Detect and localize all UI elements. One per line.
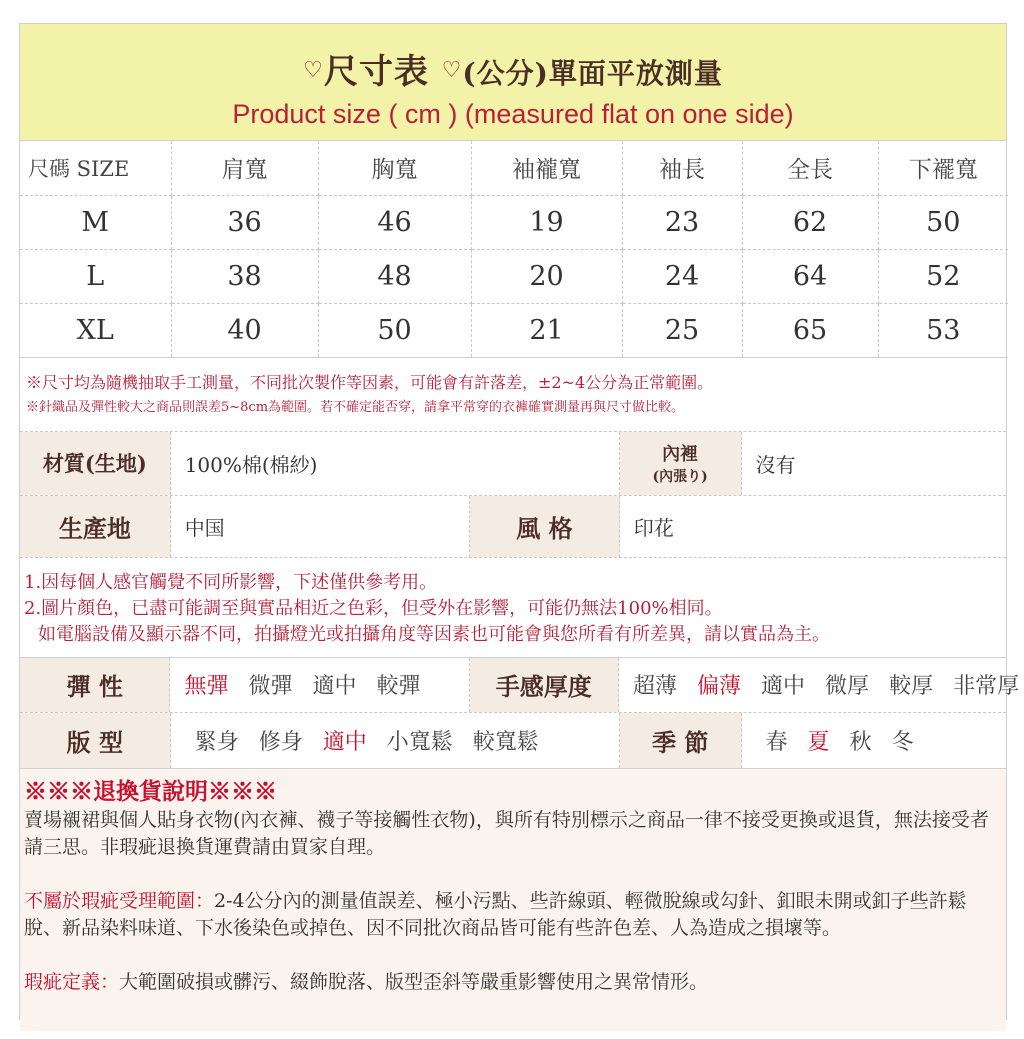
option: 較厚 — [889, 674, 934, 699]
lining-label: 內裡 — [662, 444, 699, 465]
option-selected: 無彈 — [184, 674, 229, 699]
size-chart-sheet — [19, 23, 1020, 1020]
measurement-note-line: ※尺寸均為隨機抽取手工測量，不同批次製作等因素，可能會有許落差，±2~4公分為正常範圍。 — [26, 372, 714, 392]
size-table-header — [20, 141, 1008, 195]
page-subtitle: Product size ( cm ) (measured flat on one side) — [232, 99, 794, 129]
material-label: 材質(生地) — [20, 432, 171, 495]
table-cell: 36 — [171, 195, 318, 249]
option: 較寬鬆 — [472, 729, 539, 755]
option: 超薄 — [633, 674, 678, 699]
option: 微彈 — [248, 674, 293, 699]
table-cell: 53 — [878, 303, 1008, 357]
table-cell: 21 — [471, 303, 622, 357]
option-selected: 偏薄 — [697, 674, 742, 699]
style-value: 印花 — [633, 515, 674, 540]
perception-note — [20, 558, 1006, 658]
column-header: 袖襱寬 — [471, 141, 622, 195]
elasticity-options — [170, 658, 469, 712]
column-header: 下襬寬 — [878, 141, 1008, 195]
style-label: 風 格 — [470, 496, 620, 557]
size-table — [20, 141, 1008, 358]
column-header: 尺碼 SIZE — [20, 141, 171, 195]
table-row — [20, 195, 1008, 249]
size-chart-header — [20, 24, 1006, 141]
heart-icon: ♡ — [441, 58, 463, 83]
column-header: 胸寬 — [318, 141, 471, 195]
table-row — [20, 249, 1008, 303]
lining-value: 沒有 — [755, 452, 796, 477]
fit-row — [20, 713, 1006, 769]
option: 冬 — [891, 729, 914, 755]
table-cell: 48 — [318, 249, 471, 303]
elasticity-label: 彈 性 — [20, 658, 170, 712]
table-cell: 65 — [742, 303, 878, 357]
table-cell: 40 — [171, 303, 318, 357]
option: 緊身 — [194, 729, 239, 755]
lining-sublabel: (內張り) — [652, 469, 708, 485]
option: 非常厚 — [953, 674, 1020, 699]
column-header: 肩寬 — [171, 141, 318, 195]
lining-label-cell — [620, 432, 742, 495]
measurement-note-line: ※針織品及彈性較大之商品則誤差5~8cm為範圍。若不確定能否穿，請拿平常穿的衣褲確實測量再與尺寸做比較。 — [26, 399, 685, 415]
origin-value: 中国 — [171, 496, 470, 557]
option: 微厚 — [825, 674, 870, 699]
defect-label: 瑕疵定義： — [24, 970, 120, 993]
table-cell: 23 — [622, 195, 742, 249]
option: 小寬鬆 — [386, 729, 453, 755]
table-cell: 50 — [878, 195, 1008, 249]
defect-text: 大範圍破損或髒污、綴飾脫落、版型歪斜等嚴重影響使用之異常情形。 — [119, 970, 709, 993]
column-header: 袖長 — [622, 141, 742, 195]
size-label: M — [20, 195, 171, 249]
season-label: 季 節 — [620, 713, 742, 768]
size-label: L — [20, 249, 171, 303]
title-main: 尺寸表 — [323, 52, 429, 92]
elasticity-row — [20, 658, 1020, 713]
table-cell: 62 — [742, 195, 878, 249]
option: 適中 — [761, 674, 806, 699]
table-cell: 20 — [471, 249, 622, 303]
exclusion-text: 2-4公分內的測量值誤差、極小污點、些許線頭、輕微脫線或勾針、釦眼未開或釦子些許鬆脫、新品染料味道、下水後染色或掉色、因不同批次商品皆可能有些許色差、人為造成之損壞等。 — [24, 889, 967, 939]
return-policy-title: ※※※退換貨說明※※※ — [24, 777, 277, 805]
page-title — [20, 44, 1006, 93]
origin-row — [20, 496, 1006, 558]
fit-label: 版 型 — [20, 713, 171, 768]
origin-label: 生產地 — [20, 496, 171, 557]
heart-icon: ♡ — [303, 58, 324, 83]
season-options — [742, 713, 1006, 768]
thickness-options — [619, 658, 1020, 712]
return-policy — [20, 769, 1006, 1031]
column-header: 全長 — [742, 141, 878, 195]
material-value: 100%棉(棉紗) — [171, 432, 620, 495]
perception-note-line: 如電腦設備及顯示器不同，拍攝燈光或拍攝角度等因素也可能會與您所看有所差異，請以實品為主。 — [38, 623, 830, 645]
table-row — [20, 303, 1008, 357]
table-cell: 19 — [471, 195, 622, 249]
table-cell: 38 — [171, 249, 318, 303]
option-selected: 適中 — [322, 729, 367, 755]
defect-paragraph — [24, 969, 1002, 996]
option: 春 — [765, 729, 788, 755]
title-unit: (公分)單面平放測量 — [462, 57, 723, 90]
table-cell: 24 — [622, 249, 742, 303]
option: 修身 — [258, 729, 303, 755]
measurement-note — [20, 358, 1006, 432]
exclusion-label: 不屬於瑕疵受理範圍： — [24, 889, 215, 912]
table-cell: 25 — [622, 303, 742, 357]
table-cell: 52 — [878, 249, 1008, 303]
option: 秋 — [849, 729, 872, 755]
table-cell: 46 — [318, 195, 471, 249]
perception-note-line: 1.因每個人感官觸覺不同所影響，下述僅供參考用。 — [24, 571, 438, 593]
option-selected: 夏 — [807, 729, 830, 755]
thickness-label: 手感厚度 — [470, 658, 619, 712]
material-row — [20, 432, 1006, 496]
option: 適中 — [312, 674, 357, 699]
perception-note-line: 2.圖片顏色，已盡可能調至與實品相近之色彩，但受外在影響，可能仍無法100%相同。 — [24, 597, 723, 619]
size-label: XL — [20, 303, 171, 357]
table-cell: 64 — [742, 249, 878, 303]
exclusion-paragraph — [24, 888, 1002, 942]
option: 較彈 — [376, 674, 421, 699]
return-policy-text: 賣場襯裙與個人貼身衣物(內衣褲、襪子等接觸性衣物)，與所有特別標示之商品一律不接受更換或退貨，無法接受者請三思。非瑕疵退換貨運費請由買家自理。 — [24, 808, 989, 858]
fit-options — [171, 713, 620, 768]
table-cell: 50 — [318, 303, 471, 357]
